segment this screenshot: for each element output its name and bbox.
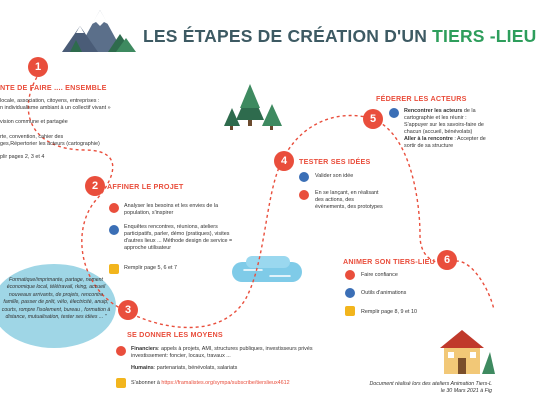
title-part2: TIERS -LIEU (432, 26, 536, 46)
step-5-text-3: : Accepter de sortir de sa structure (404, 136, 486, 149)
rocket-icon (299, 190, 309, 200)
mail-icon (116, 378, 126, 388)
step-3-humains-text: : partenariats, bénévolats, salariats (153, 365, 238, 371)
step-2-item-2: Enquêtes rencontres, réunions, ateliers participatifs, parler, démo (pratiques), visites d'autres lieux ... Méthode design de service = approche utilisateur (124, 224, 233, 251)
tools-icon (345, 288, 355, 298)
step-5-number: 5 (363, 109, 383, 129)
step-6-title: ANIMER SON TIERS-LIEU (343, 257, 436, 266)
step-1-line: ges,Répertorier les acteurs (cartographie) (0, 141, 100, 147)
step-3-humains-label: Humains (131, 365, 154, 371)
step-6-item-1: Faire confiance (361, 272, 398, 278)
idea-icon (109, 203, 119, 213)
step-4-title: TESTER SES IDÉES (299, 157, 371, 166)
ideas-bubble-text: Formatique/imprimante, partage, nement économique local, télétravail, rking, accueil nouveaux arrivants, de projets, rencontre famille, passer de prêt, vélo, électricité, anuip, courts, rompre l'isolement, bureau , formation à distance, mutualisation, tester ses idées ... " (1, 277, 111, 321)
check-icon (299, 172, 309, 182)
subscribe-link[interactable]: https://framalistes.org/sympa/subscribe/tierslieux4612 (161, 380, 290, 386)
people-icon (389, 108, 399, 118)
document-icon (345, 306, 355, 316)
page-title (143, 26, 536, 47)
credit-note (369, 381, 492, 395)
step-2-item-1: Analyser les besoins et les envies de la population, s'inspirer (124, 203, 219, 216)
step-5-line-2: S'appuyer sur les savoirs-faire de chacun (accueil, bénévolats) (404, 122, 484, 135)
step-6-item-2: Outils d'animations (361, 290, 407, 296)
step-1-number: 1 (28, 57, 48, 77)
step-2-number: 2 (85, 176, 105, 196)
lake-illustration (232, 256, 302, 282)
step-3-title: SE DONNER LES MOYENS (127, 330, 223, 339)
step-5-line-3 (404, 136, 495, 150)
step-3-financiers-text: : appels à projets, AMI, structures publiques, investisseurs privés investissement: foncier, locaux, travaux ... (131, 346, 313, 359)
step-1-line: n individualisme ambiant à un collectif vivant » (0, 105, 111, 111)
step-1-line: vision commune et partagée (0, 119, 68, 125)
step-6-number: 6 (437, 250, 457, 270)
credit-line-1: Document réalisé lors des ateliers Animation Tiers-L (369, 381, 492, 387)
title-part1: LES ÉTAPES DE CRÉATION D'UN (143, 26, 433, 46)
step-6-item-3: Remplir page 8, 9 et 10 (361, 309, 418, 315)
step-1-line: plir pages 2, 3 et 4 (0, 154, 45, 160)
mountain-illustration (62, 10, 136, 52)
step-1-line: locale, association, citoyens, entreprises : (0, 98, 100, 104)
step-3-financiers-label: Financiers (131, 346, 158, 352)
step-1-text (0, 98, 140, 161)
step-3-number: 3 (118, 300, 138, 320)
subscribe-text: S'abonner à (131, 380, 162, 386)
house-illustration (440, 330, 495, 374)
step-5-bold-2: Aller à la rencontre (404, 136, 453, 142)
money-icon (116, 346, 126, 356)
step-3-financiers (131, 346, 341, 360)
step-5-text (404, 108, 495, 150)
step-1-title: NTE DE FAIRE .... ENSEMBLE (0, 83, 107, 92)
step-5-title: FÉDERER LES ACTEURS (376, 94, 467, 103)
step-4-item-1: Valider son idée (315, 173, 354, 179)
step-2-title: AFFINER LE PROJET (107, 182, 184, 191)
trees-illustration (224, 84, 282, 130)
step-3-subscribe (131, 380, 351, 387)
step-1-line: rte, convention, cahier des (0, 134, 64, 140)
step-4-item-2: En se lançant, en réalisant des actions, des évènements, des prototypes (315, 190, 383, 210)
credit-line-2: le 30 Mars 2021 à Fig (440, 388, 492, 394)
step-3-humains (131, 365, 341, 372)
handshake-icon (345, 270, 355, 280)
step-4-number: 4 (274, 151, 294, 171)
document-icon (109, 264, 119, 274)
step-5-line-1 (404, 108, 495, 122)
step-5-bold-1: Rencontrer les acteurs (404, 108, 463, 114)
step-2-item-3: Remplir page 5, 6 et 7 (124, 265, 178, 271)
chat-icon (109, 225, 119, 235)
step-5-text-1: de la cartographie et les réunir : (404, 108, 476, 121)
